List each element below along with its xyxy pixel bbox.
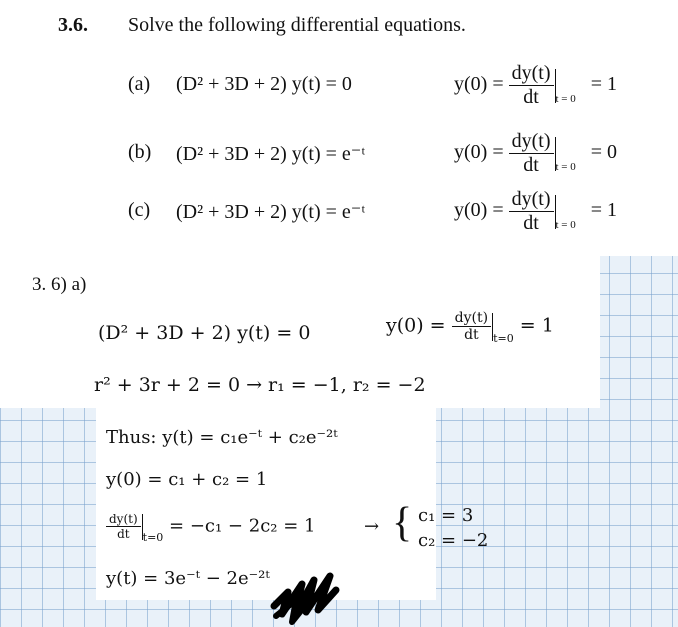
sol2-rhs: = −c₁ − 2c₂ = 1 [169, 515, 316, 537]
part-c-condition [454, 188, 617, 235]
part-b-label: (b) [128, 141, 152, 163]
sol-derivative [452, 310, 491, 343]
part-c-eval: t = 0 [555, 219, 576, 232]
part-a-label: (a) [128, 73, 151, 95]
part-b-derivative [509, 130, 554, 177]
sol-eval: t=0 [493, 331, 514, 345]
part-b-den: dt [523, 154, 539, 176]
part-c-value: = 1 [590, 199, 618, 222]
solution-derivative-condition [106, 512, 316, 544]
part-a-condition [454, 62, 617, 109]
sol-cond-lhs: y(0) = [386, 314, 446, 337]
part-b-equation: (D² + 3D + 2) y(t) = e⁻ᵗ [176, 143, 366, 165]
part-b-value: = 0 [590, 141, 618, 164]
part-a-num: dy(t) [509, 62, 554, 86]
part-b-cond-lhs: y(0) = [454, 141, 504, 164]
solution-roots: r² + 3r + 2 = 0 → r₁ = −1, r₂ = −2 [94, 374, 426, 396]
part-a-eval: t = 0 [555, 93, 576, 106]
solution-c2: c₂ = −2 [418, 530, 489, 551]
part-a-value: = 1 [590, 73, 618, 96]
solution-initial-condition [386, 310, 554, 343]
part-c-num: dy(t) [509, 188, 554, 212]
system-brace: { [392, 500, 413, 546]
part-b-eval: t = 0 [555, 161, 576, 174]
sol2-num: dy(t) [106, 512, 141, 527]
sol2-den: dt [117, 527, 130, 541]
part-a-den: dt [523, 86, 539, 108]
arrow: → [364, 516, 380, 537]
top-panel-edge [0, 0, 14, 256]
sol2-eval: t=0 [142, 530, 164, 544]
solution-general: Thus: y(t) = c₁e⁻ᵗ + c₂e⁻²ᵗ [106, 427, 338, 448]
problem-number: 3.6. [58, 14, 88, 36]
part-c-derivative [509, 188, 554, 235]
part-a-derivative [509, 62, 554, 109]
part-c-equation: (D² + 3D + 2) y(t) = e⁻ᵗ [176, 201, 366, 223]
sol2-derivative [106, 512, 141, 541]
problem-instruction: Solve the following differential equations. [128, 14, 466, 36]
part-b-condition [454, 130, 617, 177]
solution-c1: c₁ = 3 [418, 505, 474, 526]
part-a-cond-lhs: y(0) = [454, 73, 504, 96]
sol-den: dt [464, 327, 479, 343]
part-c-den: dt [523, 212, 539, 234]
part-a-equation: (D² + 3D + 2) y(t) = 0 [176, 73, 352, 95]
part-c-cond-lhs: y(0) = [454, 199, 504, 222]
sol-num: dy(t) [452, 310, 491, 327]
sol-value: = 1 [519, 314, 554, 337]
part-c-label: (c) [128, 199, 151, 221]
solution-final: y(t) = 3e⁻ᵗ − 2e⁻²ᵗ [106, 568, 270, 589]
solution-characteristic-eq: (D² + 3D + 2) y(t) = 0 [98, 322, 311, 344]
part-b-num: dy(t) [509, 130, 554, 154]
scribble-mark [268, 566, 348, 626]
solution-heading: 3. 6) a) [32, 274, 87, 295]
solution-y0: y(0) = c₁ + c₂ = 1 [106, 469, 268, 490]
